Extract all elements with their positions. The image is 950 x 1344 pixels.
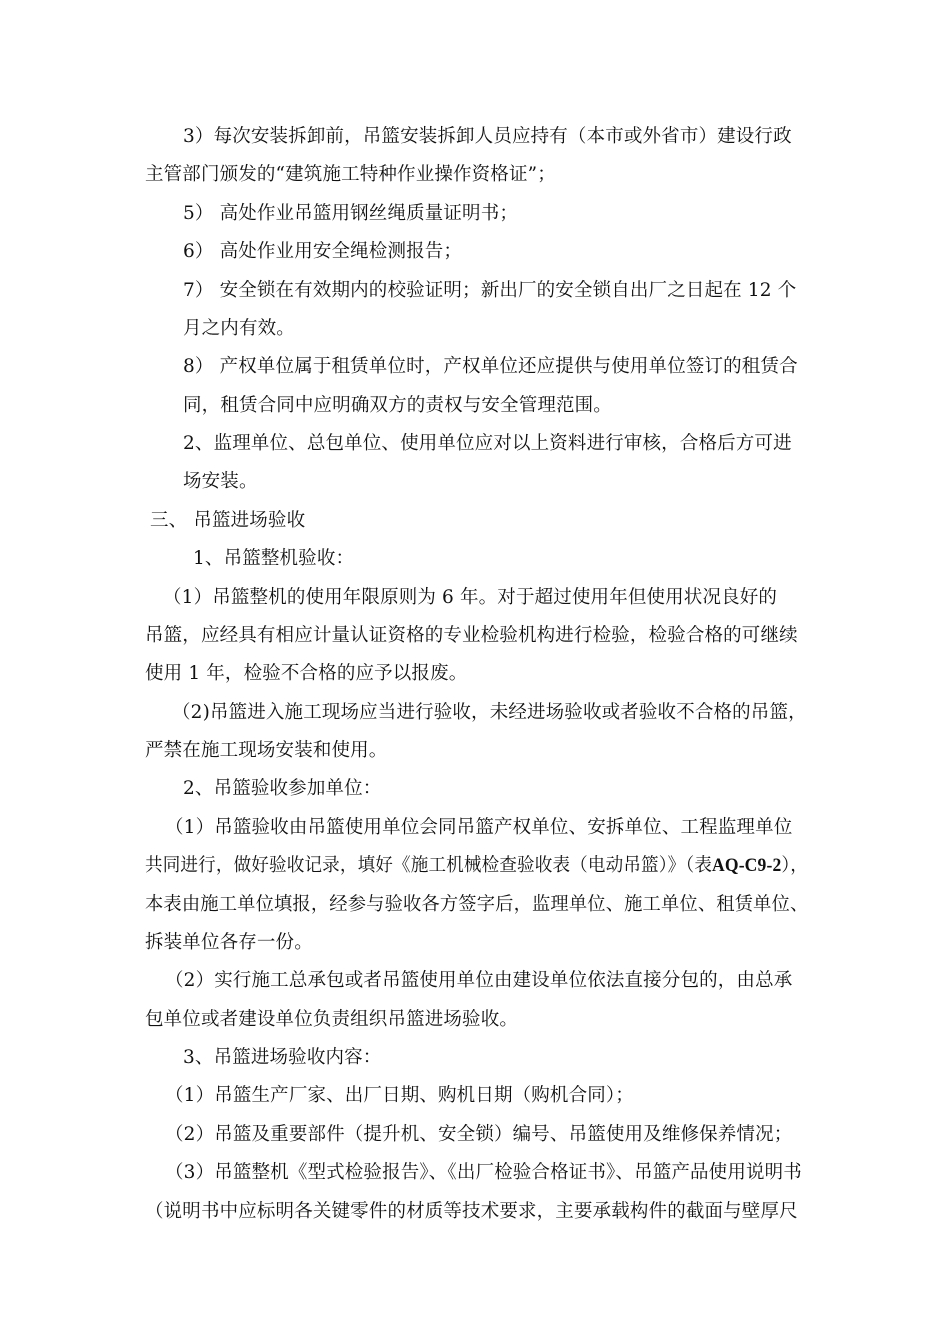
form-code: AQ-C9-2 — [712, 856, 782, 876]
paragraph-line: （2)吊篮进入施工现场应当进行验收，未经进场验收或者验收不合格的吊篮， — [172, 702, 807, 723]
paragraph-line: 使用 1 年，检验不合格的应予以报废。 — [145, 663, 468, 684]
paragraph-line: （1）吊篮验收由吊篮使用单位会同吊篮产权单位、安拆单位、工程监理单位 — [165, 817, 793, 838]
paragraph-line: 2、监理单位、总包单位、使用单位应对以上资料进行审核，合格后方可进 — [183, 433, 792, 454]
paragraph-line: 吊篮，应经具有相应计量认证资格的专业检验机构进行检验，检验合格的可继续 — [145, 625, 798, 646]
paragraph-line: （3）吊篮整机《型式检验报告》、《出厂检验合格证书》、吊篮产品使用说明书 — [165, 1162, 802, 1183]
paragraph-line: 7） 安全锁在有效期内的校验证明；新出厂的安全锁自出厂之日起在 12 个 — [183, 280, 797, 301]
paragraph-line: 6） 高处作业用安全绳检测报告； — [183, 241, 463, 262]
paragraph-line: 8） 产权单位属于租赁单位时，产权单位还应提供与使用单位签订的租赁合 — [183, 356, 798, 377]
paragraph-line: 严禁在施工现场安装和使用。 — [145, 740, 388, 761]
record-text-end: ）， — [781, 855, 809, 876]
subsection-heading: 2、吊篮验收参加单位： — [183, 778, 382, 799]
paragraph-line: 本表由施工单位填报，经参与验收各方签字后，监理单位、施工单位、租赁单位、 — [145, 894, 809, 915]
paragraph-line: 3）每次安装拆卸前，吊篮安装拆卸人员应持有（本市或外省市）建设行政 — [183, 126, 792, 147]
paragraph-line: （说明书中应标明各关键零件的材质等技术要求，主要承载构件的截面与壁厚尺 — [145, 1201, 798, 1222]
paragraph-line: （1）吊篮整机的使用年限原则为 6 年。对于超过使用年但使用状况良好的 — [163, 587, 778, 608]
paragraph-line: 主管部门颁发的“建筑施工特种作业操作资格证”； — [145, 164, 556, 185]
section-heading: 三、 吊篮进场验收 — [150, 510, 306, 531]
paragraph-line: 同，租赁合同中应明确双方的责权与安全管理范围。 — [183, 395, 612, 416]
paragraph-line: （1）吊篮生产厂家、出厂日期、购机日期（购机合同）； — [165, 1085, 634, 1106]
paragraph-line — [145, 854, 808, 878]
paragraph-line: 拆装单位各存一份。 — [145, 932, 313, 953]
paragraph-line: 月之内有效。 — [183, 318, 295, 339]
paragraph-line: 5） 高处作业吊篮用钢丝绳质量证明书； — [183, 203, 519, 224]
paragraph-line: 包单位或者建设单位负责组织吊篮进场验收。 — [145, 1009, 519, 1030]
subsection-heading: 1、吊篮整机验收： — [193, 548, 355, 569]
paragraph-line: （2）吊篮及重要部件（提升机、安全锁）编号、吊篮使用及维修保养情况； — [165, 1124, 793, 1145]
subsection-heading: 3、吊篮进场验收内容： — [183, 1047, 382, 1068]
paragraph-line: 场安装。 — [183, 471, 258, 492]
record-text: 共同进行，做好验收记录，填好《施工机械检查验收表（电动吊篮）》（表 — [145, 855, 713, 876]
paragraph-line: （2）实行施工总承包或者吊篮使用单位由建设单位依法直接分包的，由总承 — [165, 970, 793, 991]
